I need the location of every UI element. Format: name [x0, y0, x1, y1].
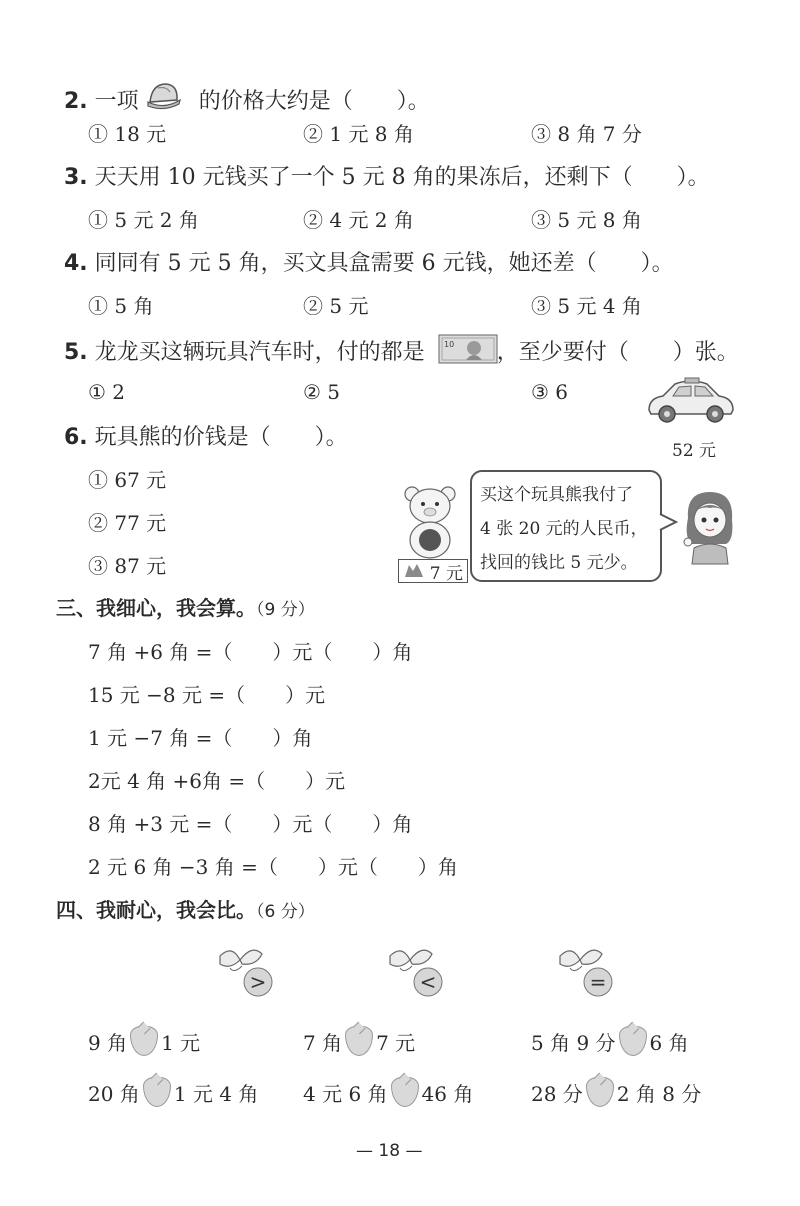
- calc-line-6[interactable]: 2 元 6 角 −3 角 =（ ）元（ ）角: [88, 855, 458, 879]
- compare-blank-5[interactable]: [391, 1077, 419, 1107]
- girl-illustration: [680, 488, 738, 566]
- calc-line-2[interactable]: 15 元 −8 元 =（ ）元: [88, 683, 326, 707]
- compare-3: [531, 1026, 689, 1056]
- question-4-number: 4.: [64, 251, 88, 276]
- section-3-title: 三、我细心，我会算。: [56, 596, 256, 620]
- compare-6-right: 2 角 8 分: [616, 1082, 702, 1106]
- question-4: [64, 246, 674, 277]
- speech-bubble: [470, 470, 662, 582]
- compare-6: [531, 1077, 701, 1107]
- q2-option-2[interactable]: ② 1 元 8 角: [303, 122, 414, 146]
- bubble-line-1: 买这个玩具熊我付了: [480, 485, 633, 505]
- q6-option-3[interactable]: ③ 87 元: [88, 554, 167, 578]
- symbol-less: <: [419, 970, 437, 994]
- question-5-text-post: ，至少要付（ ）张。: [496, 340, 739, 365]
- question-5: [64, 335, 739, 366]
- calc-line-4[interactable]: 2元 4 角 +6角 =（ ）元: [88, 769, 346, 793]
- butterfly-less-icon: [382, 946, 446, 998]
- butterfly-equal-icon: [552, 946, 616, 998]
- question-2: [64, 84, 430, 115]
- toy-car-illustration: [645, 374, 737, 426]
- compare-4-right: 1 元 4 角: [173, 1082, 259, 1106]
- q6-option-1[interactable]: ① 67 元: [88, 468, 167, 492]
- tag-price: 7 元: [429, 563, 463, 584]
- calc-line-3[interactable]: 1 元 −7 角 =（ ）角: [88, 726, 313, 750]
- section-3-points: （9 分）: [256, 600, 315, 620]
- question-2-number: 2.: [64, 89, 88, 114]
- calc-line-5[interactable]: 8 角 +3 元 =（ ）元（ ）角: [88, 812, 413, 836]
- compare-4: [88, 1077, 258, 1107]
- bubble-line-3: 找回的钱比 5 元少。: [480, 553, 638, 573]
- compare-2-right: 7 元: [376, 1031, 416, 1055]
- compare-1-left: 9 角: [88, 1031, 128, 1055]
- banknote-icon: [438, 334, 498, 364]
- section-4-title: 四、我耐心，我会比。: [56, 898, 256, 922]
- page-number: — 18 —: [356, 1141, 423, 1161]
- question-3-text: 天天用 10 元钱买了一个 5 元 8 角的果冻后，还剩下（ ）。: [94, 165, 710, 190]
- banknote-value: 10: [444, 340, 455, 349]
- butterfly-greater-icon: [212, 946, 276, 998]
- compare-5-right: 46 角: [421, 1082, 474, 1106]
- compare-blank-4[interactable]: [143, 1077, 171, 1107]
- q4-option-2[interactable]: ② 5 元: [303, 294, 369, 318]
- symbol-equal: =: [589, 970, 607, 994]
- section-4-heading: [56, 894, 315, 923]
- compare-2: [303, 1026, 415, 1056]
- compare-5-left: 4 元 6 角: [303, 1082, 388, 1106]
- page-number-value: 18: [378, 1141, 401, 1161]
- q4-option-3[interactable]: ③ 5 元 4 角: [531, 294, 642, 318]
- q3-option-2[interactable]: ② 4 元 2 角: [303, 208, 414, 232]
- section-3-heading: [56, 592, 315, 621]
- bubble-line-2: 4 张 20 元的人民币，: [480, 519, 648, 539]
- cap-icon: [146, 80, 182, 110]
- question-2-text-pre: 一项: [94, 89, 139, 114]
- symbol-greater: >: [249, 970, 267, 994]
- question-6-text: 玩具熊的价钱是（ ）。: [94, 425, 348, 450]
- tag-shape-icon: [403, 563, 425, 579]
- question-5-number: 5.: [64, 340, 88, 365]
- q4-option-1[interactable]: ① 5 角: [88, 294, 154, 318]
- compare-3-left: 5 角 9 分: [531, 1031, 616, 1055]
- compare-blank-2[interactable]: [345, 1026, 373, 1056]
- car-price: 52 元: [672, 441, 717, 461]
- question-5-text-pre: 龙龙买这辆玩具汽车时，付的都是: [94, 340, 425, 365]
- compare-2-left: 7 角: [303, 1031, 343, 1055]
- q6-option-2[interactable]: ② 77 元: [88, 511, 167, 535]
- q3-option-1[interactable]: ① 5 元 2 角: [88, 208, 199, 232]
- q3-option-3[interactable]: ③ 5 元 8 角: [531, 208, 642, 232]
- question-2-text-post: 的价格大约是（ ）。: [198, 89, 430, 114]
- compare-6-left: 28 分: [531, 1082, 583, 1106]
- compare-3-right: 6 角: [649, 1031, 689, 1055]
- section-4-points: （6 分）: [256, 902, 315, 922]
- teddy-bear-illustration: [402, 484, 458, 560]
- compare-5: [303, 1077, 473, 1107]
- q5-option-2[interactable]: ② 5: [303, 380, 341, 404]
- question-6: [64, 420, 348, 451]
- bubble-tail-icon: [660, 512, 678, 534]
- compare-1-right: 1 元: [161, 1031, 201, 1055]
- question-6-number: 6.: [64, 425, 88, 450]
- compare-4-left: 20 角: [88, 1082, 140, 1106]
- q2-option-3[interactable]: ③ 8 角 7 分: [531, 122, 642, 146]
- compare-blank-6[interactable]: [586, 1077, 614, 1107]
- compare-blank-3[interactable]: [619, 1026, 647, 1056]
- question-3-number: 3.: [64, 165, 88, 190]
- q2-option-1[interactable]: ① 18 元: [88, 122, 167, 146]
- q5-option-3[interactable]: ③ 6: [531, 380, 569, 404]
- compare-1: [88, 1026, 200, 1056]
- compare-blank-1[interactable]: [130, 1026, 158, 1056]
- calc-line-1[interactable]: 7 角 +6 角 =（ ）元（ ）角: [88, 640, 413, 664]
- q5-option-1[interactable]: ① 2: [88, 380, 126, 404]
- price-tag: [398, 559, 468, 583]
- question-4-text: 同同有 5 元 5 角，买文具盒需要 6 元钱，她还差（ ）。: [94, 251, 674, 276]
- question-3: [64, 160, 710, 191]
